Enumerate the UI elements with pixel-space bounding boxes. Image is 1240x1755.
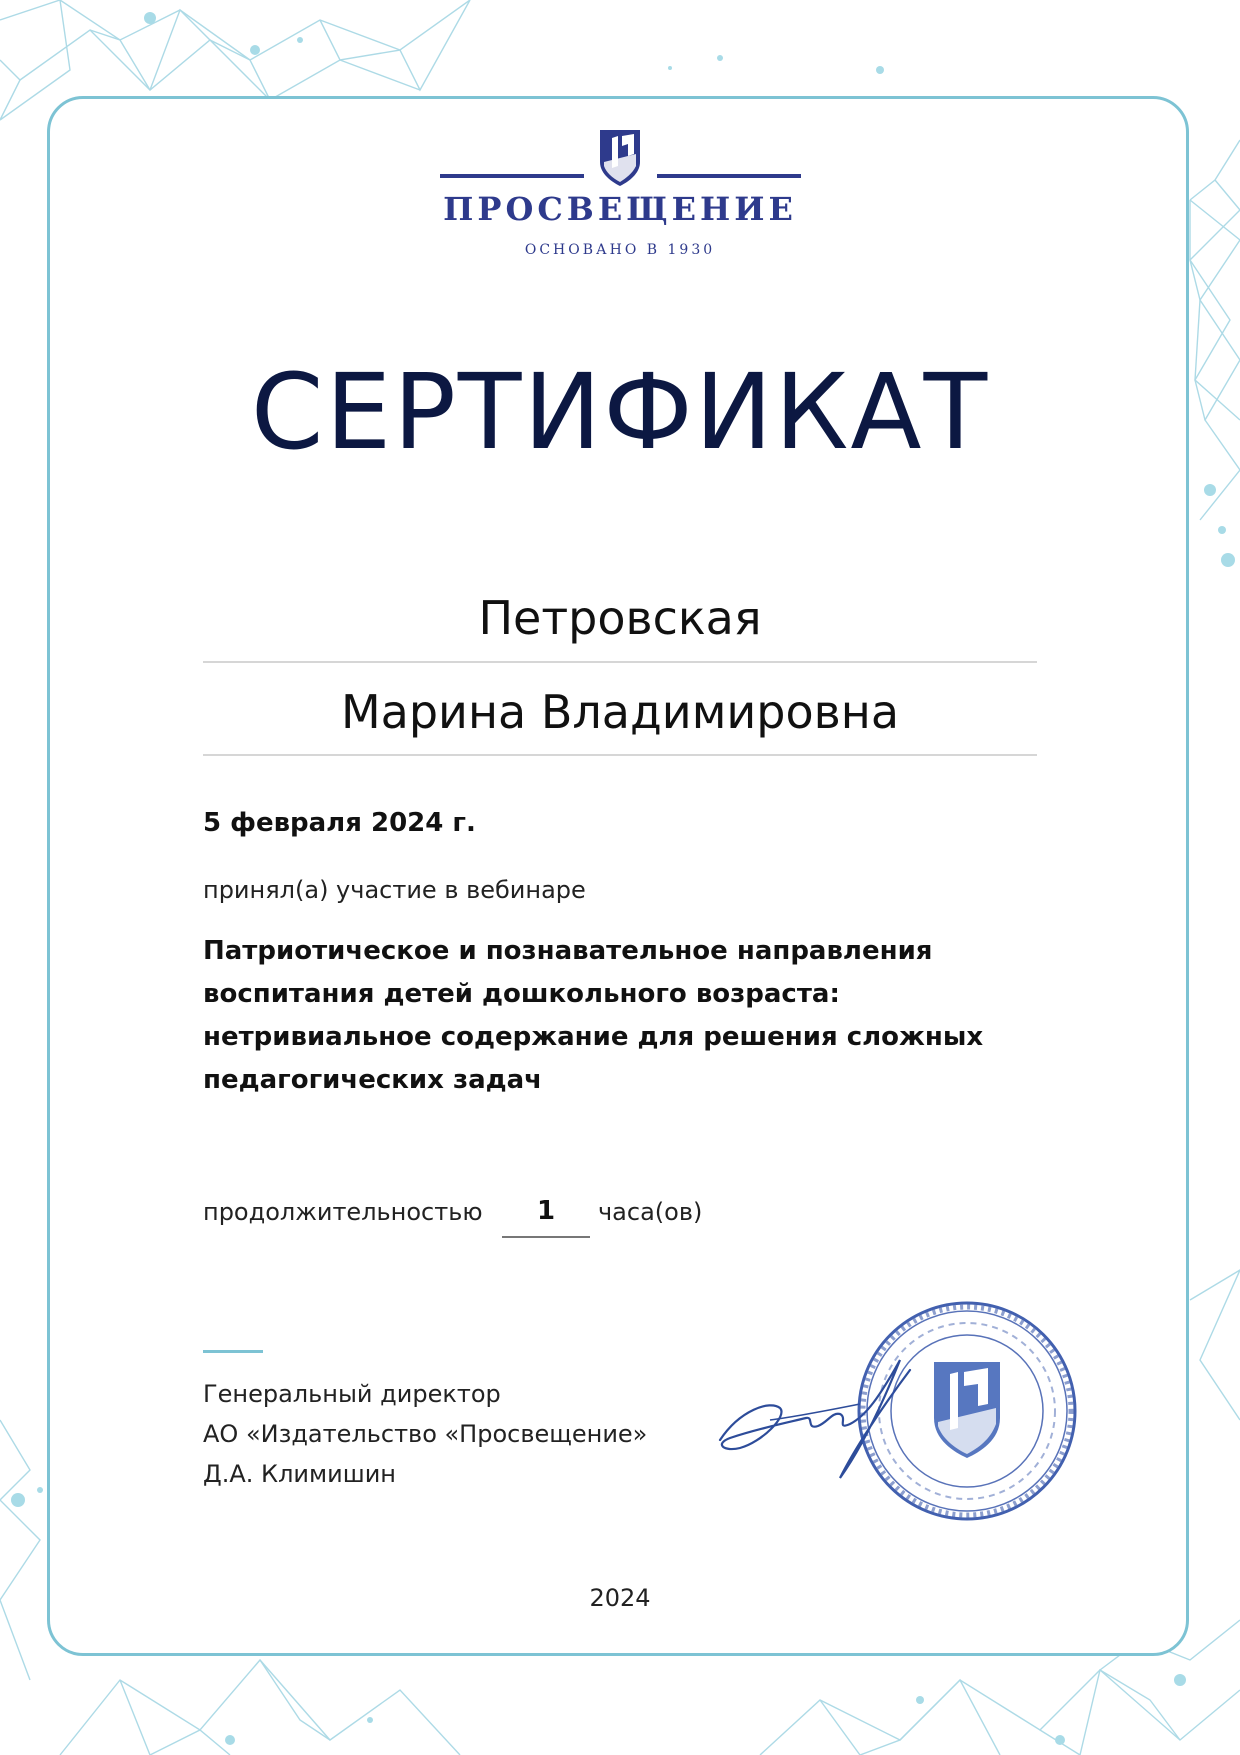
signatory-position: Генеральный директор bbox=[203, 1380, 501, 1408]
name-divider bbox=[203, 754, 1037, 756]
name-divider bbox=[203, 661, 1037, 663]
accent-bar bbox=[203, 1350, 263, 1353]
webinar-topic: Патриотическое и познавательное направления воспитания детей дошкольного возраста: нетривиальное содержание для решения сложных педагогических задач bbox=[203, 936, 984, 1095]
certificate-title: СЕРТИФИКАТ bbox=[250, 351, 990, 473]
signatory-organization: АО «Издательство «Просвещение» bbox=[203, 1420, 648, 1448]
duration-label: продолжительностью bbox=[203, 1198, 483, 1226]
duration-unit: часа(ов) bbox=[598, 1198, 703, 1226]
participation-text: принял(а) участие в вебинаре bbox=[203, 876, 586, 904]
signatory-name: Д.А. Климишин bbox=[203, 1460, 396, 1488]
company-stamp bbox=[854, 1298, 1080, 1524]
brand-tagline: ОСНОВАНО В 1930 bbox=[524, 242, 716, 258]
duration-value: 1 bbox=[536, 1196, 556, 1226]
footer-year: 2024 bbox=[589, 1584, 651, 1612]
event-date: 5 февраля 2024 г. bbox=[203, 808, 476, 838]
duration-underline bbox=[502, 1236, 590, 1238]
brand-name: ПРОСВЕЩЕНИЕ bbox=[443, 190, 797, 228]
signatory-block bbox=[203, 1374, 647, 1494]
recipient-given-names: Марина Владимировна bbox=[340, 685, 900, 739]
recipient-surname: Петровская bbox=[478, 591, 762, 645]
